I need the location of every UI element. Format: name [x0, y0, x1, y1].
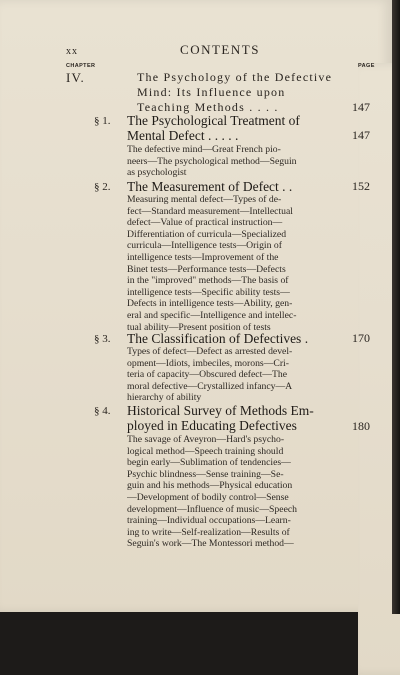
section-description	[127, 194, 337, 333]
chapter-title-line: Mind: Its Influence upon	[137, 85, 286, 99]
description-line: opment—Idiots, imbeciles, morons—Cri-	[127, 357, 289, 369]
page-header	[66, 42, 374, 60]
description-line: Seguin's work—The Montessori method—	[127, 538, 294, 550]
section-3	[94, 331, 370, 403]
chapter-title	[137, 70, 347, 115]
section-mark: § 2.	[94, 181, 111, 193]
section-mark: § 4.	[94, 405, 111, 417]
description-line: moral defective—Crystallized infancy—A	[127, 380, 293, 392]
section-title-line: The Classification of Defectives .	[127, 331, 309, 346]
description-line: Binet tests—Performance tests—Defects	[127, 263, 286, 275]
description-line: intelligence tests—Improvement of the	[127, 251, 279, 263]
column-heading-page: PAGE	[358, 63, 400, 675]
description-line: development—Influence of music—Speech	[127, 503, 298, 515]
chapter-number: IV.	[66, 70, 85, 85]
section-page: 147	[352, 128, 370, 142]
description-line: intelligence tests—Specific ability tests—	[127, 286, 290, 298]
section-title	[127, 179, 333, 194]
section-page: 152	[352, 179, 370, 193]
section-description	[127, 434, 337, 550]
description-line: —Development of bodily control—Sense	[127, 491, 289, 503]
section-title	[127, 331, 333, 346]
section-title-line: The Psychological Treatment of	[127, 113, 300, 128]
chapter-page: 147	[352, 100, 370, 114]
section-2	[94, 179, 370, 333]
page-title: CONTENTS	[180, 42, 260, 57]
description-line: The savage of Aveyron—Hard's psycho-	[127, 434, 285, 445]
description-line: Psychic blindness—Sense training—Se-	[127, 468, 284, 480]
description-line: defect—Value of practical instruction—	[127, 217, 283, 229]
description-line: logical method—Speech training should	[127, 445, 284, 457]
book-gutter	[392, 0, 400, 614]
section-title-line: ployed in Educating Defectives	[127, 418, 297, 433]
description-line: The defective mind—Great French pio-	[127, 144, 281, 155]
description-line: tual ability—Present position of tests	[127, 321, 271, 333]
description-line: teria of capacity—Obscured defect—The	[127, 369, 288, 381]
section-title-line: The Measurement of Defect . .	[127, 179, 293, 194]
section-title	[127, 113, 333, 143]
section-page: 170	[352, 331, 370, 345]
description-line: Differentiation of curricula—Specialized	[127, 228, 287, 240]
description-line: begin early—Sublimation of tendencies—	[127, 457, 291, 469]
description-line: Types of defect—Defect as arrested devel-	[127, 346, 293, 357]
description-line: curricula—Intelligence tests—Origin of	[127, 240, 282, 252]
page-number: xx	[66, 46, 78, 57]
section-title	[127, 403, 333, 433]
section-page: 180	[352, 419, 370, 433]
description-line: ing to write—Self-realization—Results of	[127, 526, 290, 538]
description-line: eral and specific—Intelligence and intellec-	[127, 309, 297, 321]
description-line: as psychologist	[127, 167, 187, 179]
section-4	[94, 403, 370, 553]
section-description	[127, 346, 337, 404]
section-1	[94, 113, 370, 179]
description-line: training—Individual occupations—Learn-	[127, 515, 291, 527]
description-line: in the "improved" methods—The basis of	[127, 275, 289, 287]
description-line: fect—Standard measurement—Intellectual	[127, 205, 293, 217]
description-line: Defects in intelligence tests—Ability, gen-	[127, 298, 293, 310]
description-line: hierarchy of ability	[127, 392, 202, 404]
chapter-title-line: Teaching Methods . . . .	[137, 100, 279, 114]
chapter-title-line: The Psychology of the Defective	[137, 70, 333, 84]
section-mark: § 3.	[94, 333, 111, 345]
description-line: guin and his methods—Physical education	[127, 480, 293, 492]
description-line: Measuring mental defect—Types of de-	[127, 194, 282, 205]
description-line: neers—The psychological method—Seguin	[127, 155, 297, 167]
section-title-line: Historical Survey of Methods Em-	[127, 403, 314, 418]
section-title-line: Mental Defect . . . . .	[127, 128, 239, 143]
column-heading-chapter: CHAPTER	[66, 63, 96, 69]
section-mark: § 1.	[94, 115, 111, 127]
section-description	[127, 144, 337, 179]
